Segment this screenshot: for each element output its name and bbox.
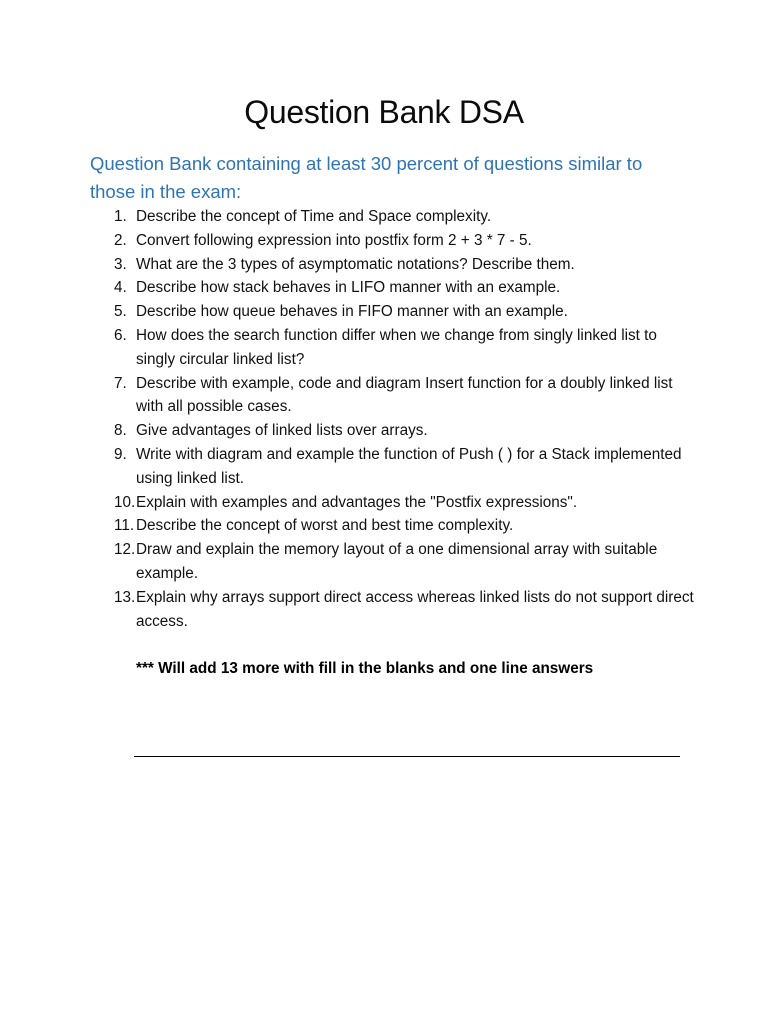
- question-text: Describe how stack behaves in LIFO manner with an example.: [136, 279, 561, 297]
- question-text: Explain why arrays support direct access whereas linked lists do not support direct access.: [136, 588, 694, 630]
- list-item: [90, 253, 700, 277]
- question-number: 5.: [114, 303, 127, 321]
- question-text: Describe how queue behaves in FIFO manner with an example.: [136, 303, 568, 321]
- question-number: 4.: [114, 279, 127, 297]
- question-number: 12.: [114, 541, 136, 559]
- question-number: 3.: [114, 255, 127, 273]
- question-number: 9.: [114, 445, 127, 463]
- question-text: Give advantages of linked lists over arrays.: [136, 422, 428, 440]
- list-item: [90, 300, 700, 324]
- list-item: [90, 514, 700, 538]
- question-text: Explain with examples and advantages the "Postfix expressions".: [136, 493, 578, 511]
- list-item: [90, 276, 700, 300]
- horizontal-rule: [134, 756, 680, 757]
- question-number: 6.: [114, 326, 127, 344]
- list-item: [90, 538, 700, 586]
- list-item: [90, 586, 700, 634]
- question-number: 11.: [114, 517, 135, 535]
- list-item: [90, 443, 700, 491]
- question-text: Describe the concept of Time and Space complexity.: [136, 208, 492, 225]
- page-subtitle: Question Bank containing at least 30 percent of questions similar to those in the exam:: [90, 153, 643, 202]
- page-title: Question Bank DSA: [244, 94, 524, 130]
- question-text: Convert following expression into postfix form 2 + 3 * 7 - 5.: [136, 231, 532, 249]
- list-item: [90, 491, 700, 515]
- question-number: 13.: [114, 588, 136, 606]
- question-number: 1.: [114, 208, 127, 225]
- question-text: Describe the concept of worst and best time complexity.: [136, 517, 514, 535]
- list-item: [90, 372, 700, 420]
- question-text: Draw and explain the memory layout of a one dimensional array with suitable example.: [136, 541, 658, 582]
- question-text: Write with diagram and example the function of Push ( ) for a Stack implemented using linked list.: [136, 445, 682, 487]
- question-list: [90, 205, 700, 633]
- list-item: [90, 205, 700, 229]
- question-number: 2.: [114, 231, 127, 249]
- list-item: [90, 229, 700, 253]
- list-item: [90, 324, 700, 372]
- question-text: What are the 3 types of asymptomatic notations? Describe them.: [136, 255, 575, 273]
- list-item: [90, 419, 700, 443]
- question-text: Describe with example, code and diagram Insert function for a doubly linked list with all possible cases.: [136, 374, 673, 416]
- question-number: 8.: [114, 422, 127, 440]
- question-number: 7.: [114, 374, 127, 392]
- footer-note: *** Will add 13 more with fill in the blanks and one line answers: [136, 660, 594, 677]
- question-number: 10.: [114, 493, 136, 511]
- question-text: How does the search function differ when we change from singly linked list to singly circular linked list?: [136, 326, 657, 368]
